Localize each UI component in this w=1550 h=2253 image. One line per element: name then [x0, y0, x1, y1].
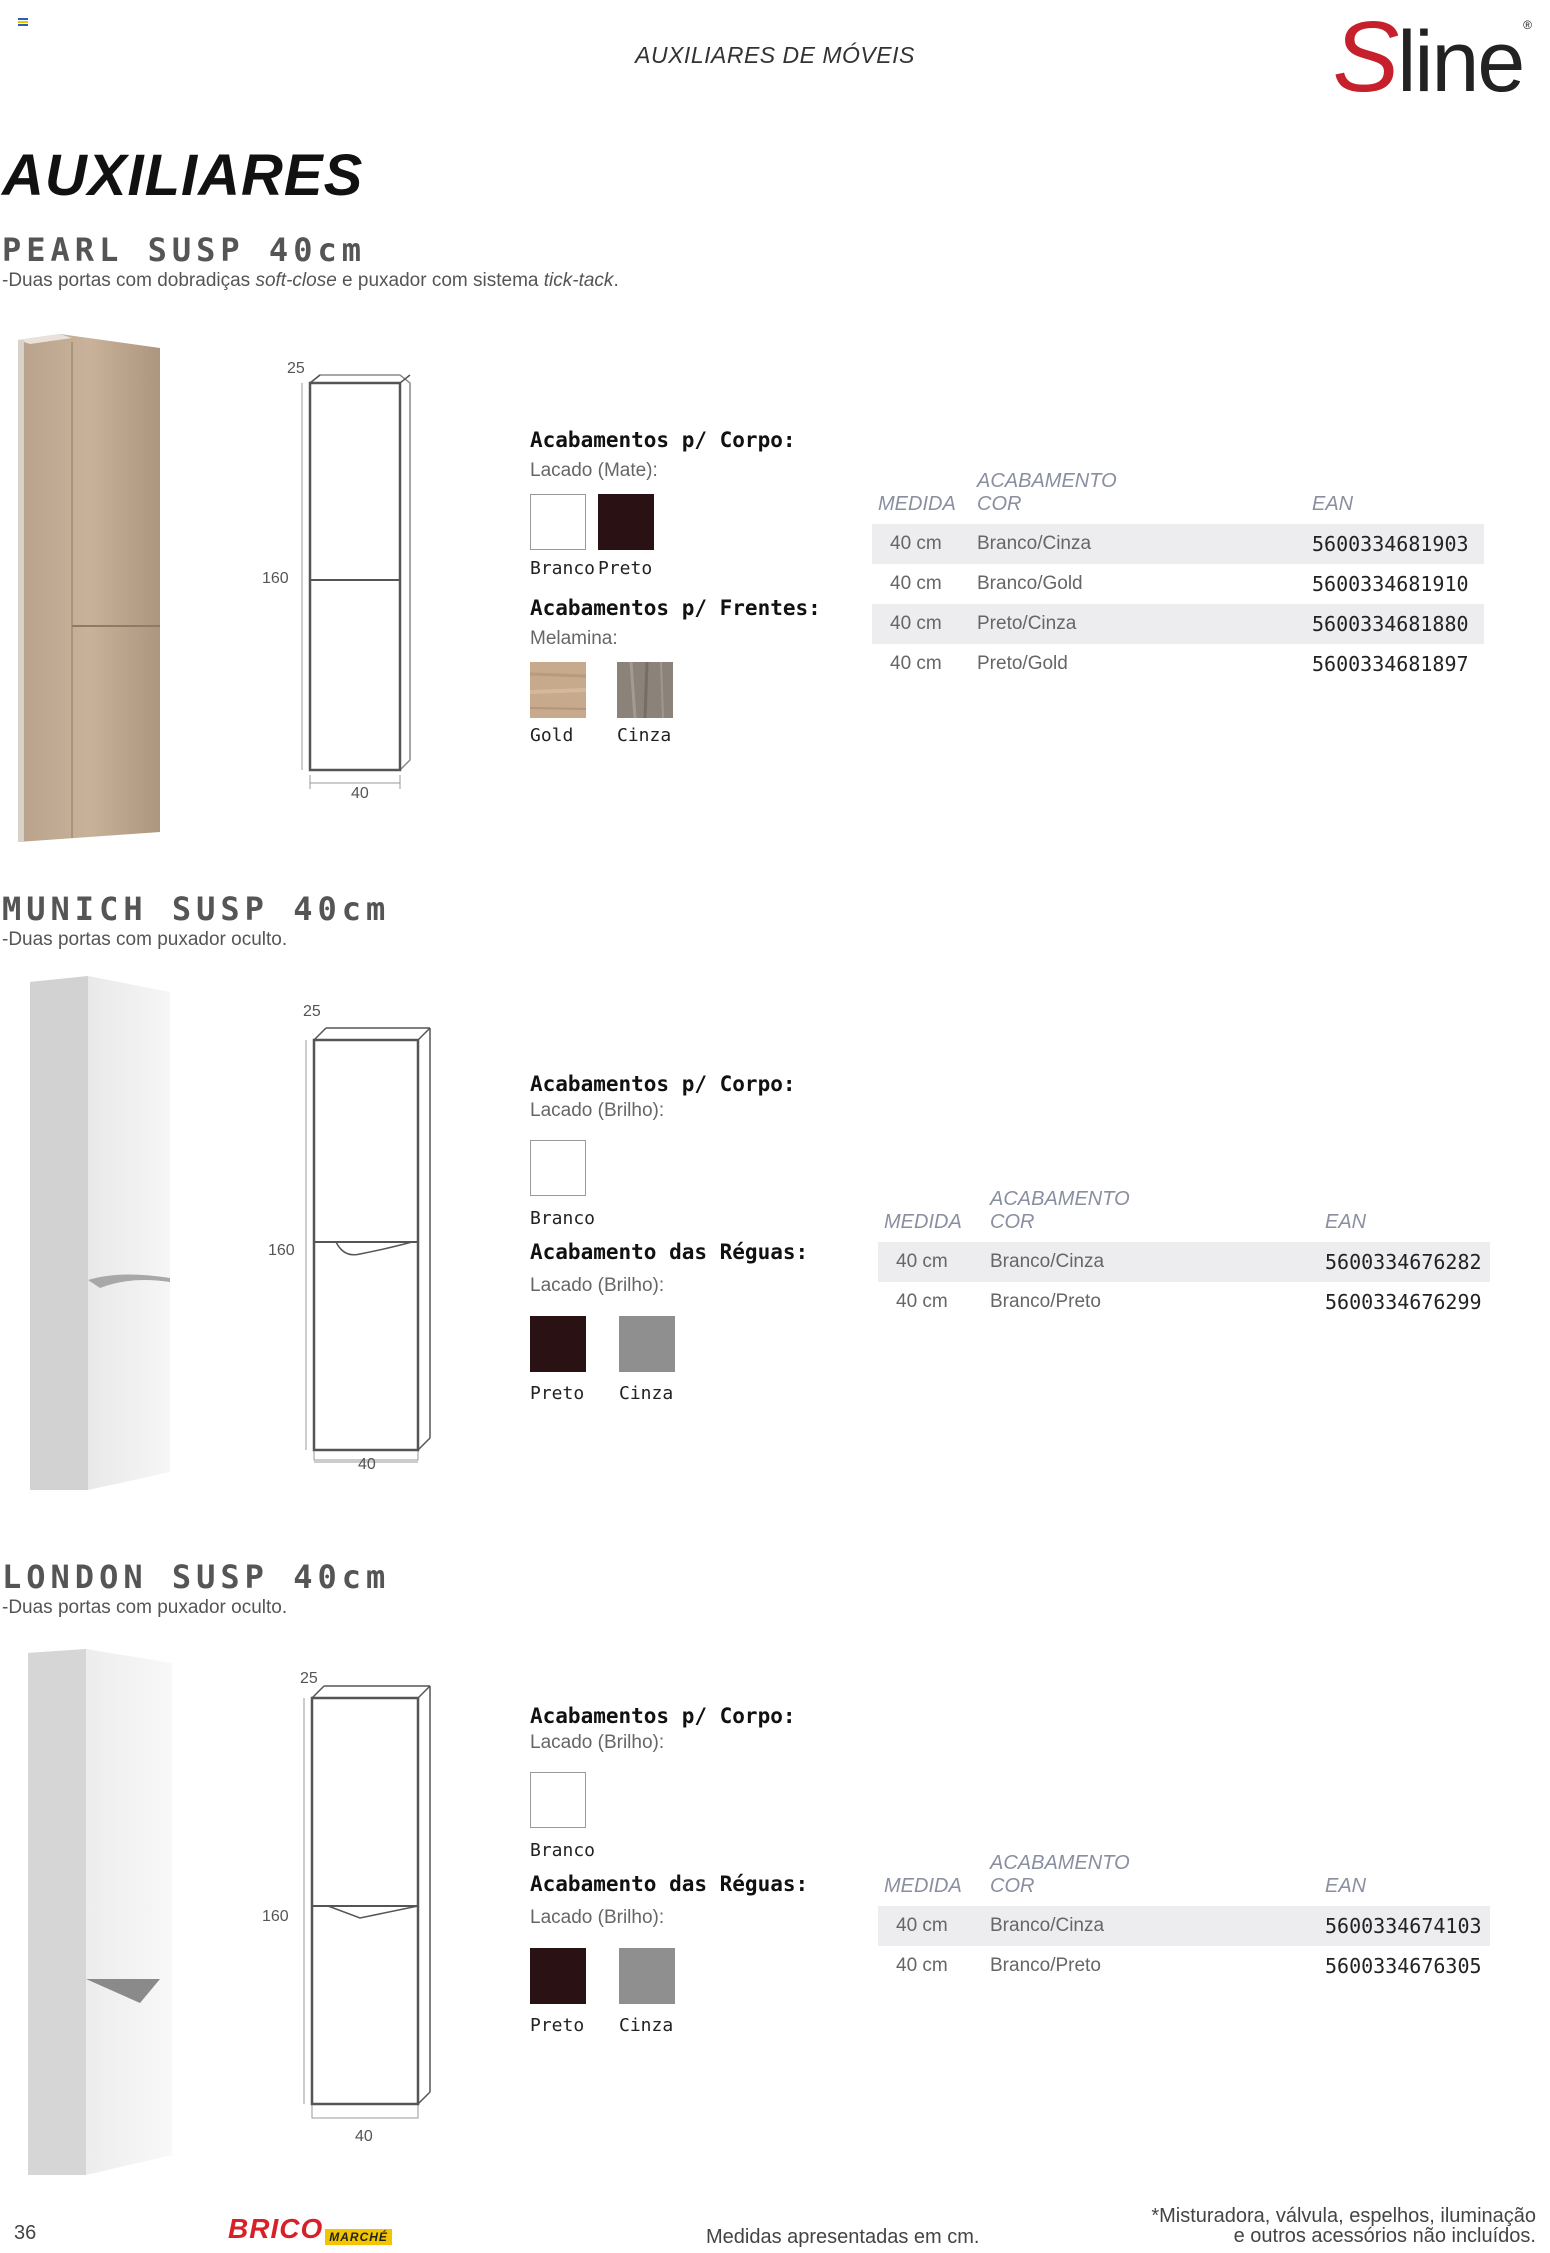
product-name: PEARL SUSP 40cm [2, 231, 366, 269]
dimension-depth: 25 [287, 360, 305, 377]
accessories-note: *Misturadora, válvula, espelhos, iluminação e outros acessórios não incluídos. [1151, 2205, 1536, 2247]
technical-drawing [300, 1020, 440, 1450]
body-finish-heading: Acabamentos p/ Corpo: [530, 1072, 796, 1096]
dimension-depth: 25 [303, 1003, 321, 1020]
table-row: 40 cm Branco/Gold 5600334681910 [890, 572, 1469, 596]
swatch-preto [530, 1948, 586, 2004]
technical-drawing [290, 375, 430, 795]
slat-finish-heading: Acabamento das Réguas: [530, 1872, 809, 1896]
swatch-cinza [619, 1316, 675, 1372]
swatch-cinza [619, 1948, 675, 2004]
column-header: EAN [1312, 493, 1354, 515]
product-spec-table [872, 470, 1484, 684]
swatch-branco [530, 494, 586, 550]
product-photo [0, 1645, 180, 2185]
swatch-label: Gold [530, 725, 574, 746]
measurement-note: Medidas apresentadas em cm. [706, 2226, 980, 2248]
swatch-gold [530, 662, 586, 718]
swatch-label: Preto [598, 558, 653, 579]
column-header: MEDIDA [884, 1875, 962, 1897]
slat-finish-type: Lacado (Brilho): [530, 1275, 665, 1296]
slat-finish-type: Lacado (Brilho): [530, 1907, 665, 1928]
swatch-label: Branco [530, 1840, 596, 1861]
swatch-preto [598, 494, 654, 550]
table-row: 40 cm Branco/Preto 5600334676299 [896, 1290, 1482, 1314]
body-finish-type: Lacado (Mate): [530, 460, 658, 481]
body-finish-heading: Acabamentos p/ Corpo: [530, 428, 796, 452]
column-header: MEDIDA [884, 1211, 962, 1233]
product-name: MUNICH SUSP 40cm [2, 890, 391, 928]
front-finish-type: Melamina: [530, 628, 618, 649]
sline-logo: Sline® [1332, 1, 1530, 113]
column-header: EAN [1325, 1211, 1367, 1233]
product-photo [0, 330, 170, 840]
swatch-branco [530, 1140, 586, 1196]
swatch-label: Preto [530, 1383, 585, 1404]
product-description: -Duas portas com puxador oculto. [2, 929, 288, 950]
dimension-height: 160 [268, 1242, 295, 1259]
table-row: 40 cm Branco/Preto 5600334676305 [896, 1954, 1482, 1978]
column-header: ACABAMENTO COR [990, 1188, 1130, 1233]
brico-marche-logo: BRICO MARCHÉ [228, 2213, 392, 2245]
swatch-label: Cinza [619, 2015, 674, 2036]
body-finish-type: Lacado (Brilho): [530, 1100, 665, 1121]
dimension-width: 40 [351, 785, 369, 802]
swatch-label: Branco [530, 558, 596, 579]
column-header: ACABAMENTO COR [990, 1852, 1130, 1897]
table-row: 40 cm Branco/Cinza 5600334676282 [878, 1242, 1490, 1282]
product-photo [0, 970, 180, 1500]
dimension-width: 40 [355, 2128, 373, 2145]
swatch-label: Preto [530, 2015, 585, 2036]
swatch-cinza [617, 662, 673, 718]
column-header: EAN [1325, 1875, 1367, 1897]
swatch-branco [530, 1772, 586, 1828]
swatch-label: Cinza [617, 725, 672, 746]
table-row: 40 cm Preto/Gold 5600334681897 [890, 652, 1469, 676]
product-name: LONDON SUSP 40cm [2, 1558, 391, 1596]
swatch-label: Branco [530, 1208, 596, 1229]
technical-drawing [300, 1680, 440, 2120]
flag-icon [18, 18, 28, 26]
product-spec-table [878, 1852, 1490, 1986]
front-finish-heading: Acabamentos p/ Frentes: [530, 596, 821, 620]
dimension-width: 40 [358, 1456, 376, 1473]
product-description: -Duas portas com dobradiças soft-close e puxador com sistema tick-tack. [2, 270, 619, 291]
page-title: AUXILIARES [2, 143, 364, 208]
page-number: 36 [14, 2222, 37, 2244]
dimension-height: 160 [262, 570, 289, 587]
table-row: 40 cm Branco/Cinza 5600334681903 [872, 524, 1484, 564]
dimension-depth: 25 [300, 1670, 318, 1687]
body-finish-heading: Acabamentos p/ Corpo: [530, 1704, 796, 1728]
column-header: ACABAMENTO COR [977, 470, 1117, 515]
product-description: -Duas portas com puxador oculto. [2, 1597, 288, 1618]
slat-finish-heading: Acabamento das Réguas: [530, 1240, 809, 1264]
table-row: 40 cm Preto/Cinza 5600334681880 [872, 604, 1484, 644]
body-finish-type: Lacado (Brilho): [530, 1732, 665, 1753]
swatch-preto [530, 1316, 586, 1372]
dimension-height: 160 [262, 1908, 289, 1925]
swatch-label: Cinza [619, 1383, 674, 1404]
section-title: AUXILIARES DE MÓVEIS [635, 42, 915, 68]
table-row: 40 cm Branco/Cinza 5600334674103 [878, 1906, 1490, 1946]
product-spec-table [878, 1188, 1490, 1322]
column-header: MEDIDA [878, 493, 956, 515]
